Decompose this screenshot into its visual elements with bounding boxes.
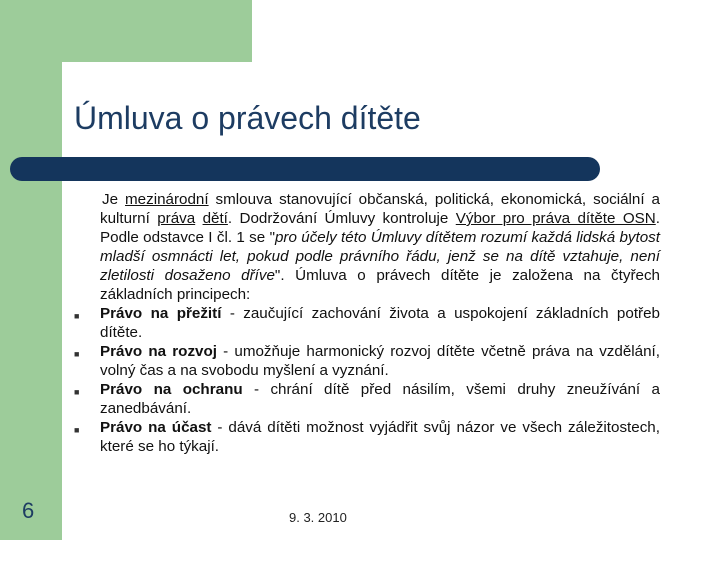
- intro-text-2: smlouva stanovující občanská, politická, ekonomická, sociální a kulturní: [100, 191, 661, 227]
- link-mezinarodni[interactable]: mezinárodní: [125, 191, 209, 208]
- principle-desc: - zaučující zachování života a uspokojení základních potřeb dítěte.: [100, 305, 660, 341]
- principle-name: Právo na ochranu: [100, 381, 243, 398]
- link-vybor-osn[interactable]: Výbor pro práva dítěte OSN: [455, 210, 656, 227]
- green-side-block: [0, 0, 62, 540]
- intro-text-3: [195, 210, 202, 227]
- intro-paragraph: [70, 190, 660, 304]
- title-underline-bar: [10, 157, 600, 181]
- list-item-preziti: [70, 304, 660, 342]
- intro-text-4: . Dodržování Úmluvy kontroluje: [227, 210, 456, 227]
- slide-date: 9. 3. 2010: [289, 510, 347, 525]
- list-item-rozvoj: [70, 342, 660, 380]
- intro-quote: pro účely této Úmluvy dítětem rozumí každá lidská bytost mladší osmnácti let, pokud podle právního řádu, jenž se na dítě vztahuje, není zletilosti dosaženo dříve: [100, 229, 660, 284]
- list-item-ochrana: [70, 380, 660, 418]
- intro-text-1: Je: [102, 191, 126, 208]
- principle-desc: - dává dítěti možnost vyjádřit svůj názor ve všech záležitostech, které se ho týkají.: [100, 419, 660, 455]
- list-item-ucast: [70, 418, 660, 456]
- slide-content: [70, 190, 660, 456]
- link-deti[interactable]: dětí: [202, 210, 228, 227]
- link-prava[interactable]: práva: [157, 210, 196, 227]
- principle-name: Právo na rozvoj: [100, 343, 217, 360]
- intro-text-6: ". Úmluva o právech dítěte je založena na čtyřech základních principech:: [100, 267, 660, 303]
- slide-title: Úmluva o právech dítěte: [74, 100, 421, 136]
- principle-desc: - chrání dítě před násilím, všemi druhy zneužívání a zanedbávání.: [100, 381, 660, 417]
- principle-desc: - umožňuje harmonický rozvoj dítěte včetně práva na vzdělání, volný čas a na svobodu myšlení a vyznání.: [100, 343, 660, 379]
- principle-name: Právo na přežití: [100, 305, 222, 322]
- square-bullet-icon: ■: [74, 311, 80, 321]
- principles-list: [70, 304, 660, 456]
- slide-number: 6: [22, 498, 35, 523]
- square-bullet-icon: ■: [74, 425, 80, 435]
- principle-name: Právo na účast: [100, 419, 212, 436]
- square-bullet-icon: ■: [74, 387, 80, 397]
- intro-text-5: . Podle odstavce I čl. 1 se ": [100, 210, 660, 246]
- square-bullet-icon: ■: [74, 349, 80, 359]
